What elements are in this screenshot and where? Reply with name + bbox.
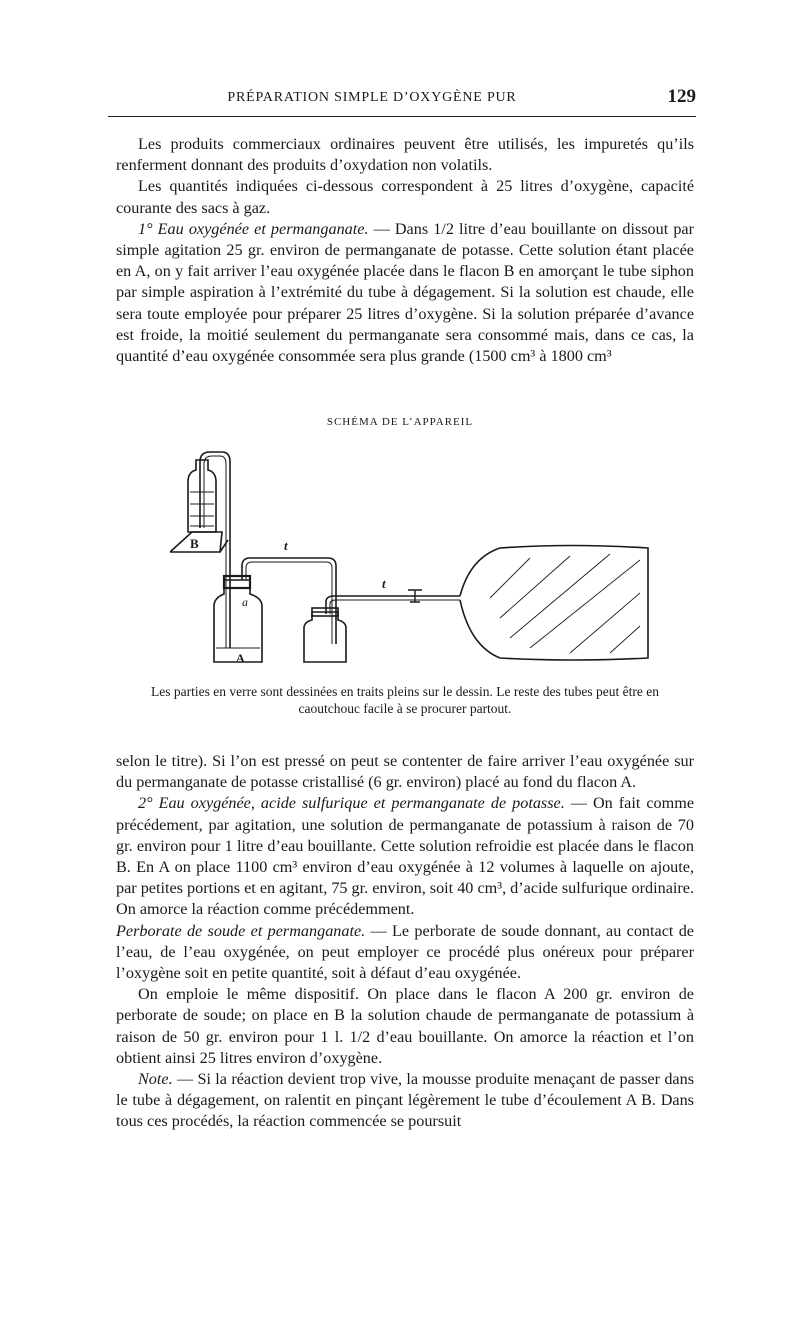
paragraph bbox=[116, 793, 694, 920]
text-block-bottom bbox=[116, 751, 694, 1133]
paragraph: Les quantités indiquées ci-dessous correspondent à 25 litres d’oxygène, capacité courante des sacs à gaz. bbox=[116, 177, 694, 217]
label-B: B bbox=[190, 536, 199, 551]
label-A: A bbox=[236, 651, 245, 665]
paragraph: On emploie le même dispositif. On place dans le flacon A 200 gr. environ de perborate de soude; on place en B la solution chaude de permanganate de potassium à raison de 50 gr. environ pour 1 l. 1/2 d’eau bouillante. On amorce la réaction et l’on obtient ainsi 25 litres environ d’oxygène. bbox=[116, 985, 694, 1067]
section-label: 1° Eau oxygénée et permanganate. bbox=[138, 219, 369, 238]
section-label: Note. bbox=[138, 1070, 173, 1089]
label-t1: t bbox=[284, 538, 288, 553]
wash-bottle bbox=[304, 612, 346, 662]
paragraph: selon le titre). Si l’on est pressé on peut se contenter de faire arriver l’eau oxygénée sur du permanganate de potasse cristallisé (6 gr. environ) placé au fond du flacon A. bbox=[116, 752, 694, 792]
page-number: 129 bbox=[667, 86, 696, 107]
delivery-tube-1 bbox=[242, 558, 336, 644]
bag-hatching bbox=[490, 554, 640, 653]
apparatus-diagram bbox=[170, 448, 650, 678]
paragraph-text: — On fait comme précédement, par agitation, une solution de permanganate de potassium à raison de 70 gr. environ pour 1 litre d’eau bouillante. Cette solution refroidie est placée dans le flacon B. En A on place 1100 cm³ environ d’eau oxygénée à 12 volumes à laquelle on ajoute, par petites portions et en agitant, 75 gr. environ, soit 40 cm³, d’acide sulfurique ordinaire. On amorce la réaction comme précédemment. bbox=[116, 794, 695, 919]
flask-B bbox=[188, 460, 216, 532]
label-a: a bbox=[242, 595, 248, 609]
running-title: PRÉPARATION SIMPLE D’OXYGÈNE PUR bbox=[227, 90, 517, 105]
paragraph bbox=[116, 1069, 694, 1133]
paragraph-text: — Dans 1/2 litre d’eau bouillante on dissout par simple agitation 25 gr. environ de permanganate de potasse. Cette solution étant placée en A, on y fait arriver l’eau oxygénée placée dans le flacon B en amorçant le tube siphon par simple aspiration à l’extrémité du tube à dégagement. Si la solution est chaude, elle sera toute employée pour préparer 25 litres d’oxygène. Si la solution préparée d’avance est froide, la moitié seulement du permanganate sera consommé mais, dans ce cas, la quantité d’eau oxygénée consommée sera plus grande (1500 cm³ à 1800 cm³ bbox=[116, 219, 694, 366]
section-label: 2° Eau oxygénée, acide sulfurique et permanganate de potasse. bbox=[138, 794, 565, 813]
paragraph bbox=[116, 921, 694, 985]
flask-A bbox=[214, 580, 262, 662]
paragraph-text: — Le perborate de soude donnant, au contact de l’eau, de l’eau oxygénée, on peut employer ce procédé plus onéreux pour préparer l’oxygène soit en petite quantité, soit à défaut d’eau oxygénée. bbox=[116, 921, 694, 983]
label-t2: t bbox=[382, 576, 386, 591]
paragraph: Les produits commerciaux ordinaires peuvent être utilisés, les impuretés qu’ils renferment donnant des produits d’oxydation non volatils. bbox=[116, 135, 694, 175]
running-header bbox=[108, 86, 696, 117]
delivery-tube-2 bbox=[326, 596, 460, 614]
paragraph-text: — Si la réaction devient trop vive, la mousse produite menaçant de passer dans le tube à dégagement, on ralentit en pinçant légèrement le tube d’écoulement A B. Dans tous ces procédés, la réaction commencée se poursuit bbox=[116, 1070, 694, 1131]
section-label: Perborate de soude et permanganate. bbox=[116, 921, 366, 940]
figure-title: SCHÉMA DE L’APPAREIL bbox=[326, 416, 474, 428]
paragraph bbox=[116, 219, 694, 367]
text-block-top bbox=[116, 134, 694, 367]
gas-bag bbox=[460, 546, 648, 661]
figure-caption: Les parties en verre sont dessinées en traits pleins sur le dessin. Le reste des tubes peut être en caoutchouc facile à se procurer partout. bbox=[151, 684, 659, 716]
